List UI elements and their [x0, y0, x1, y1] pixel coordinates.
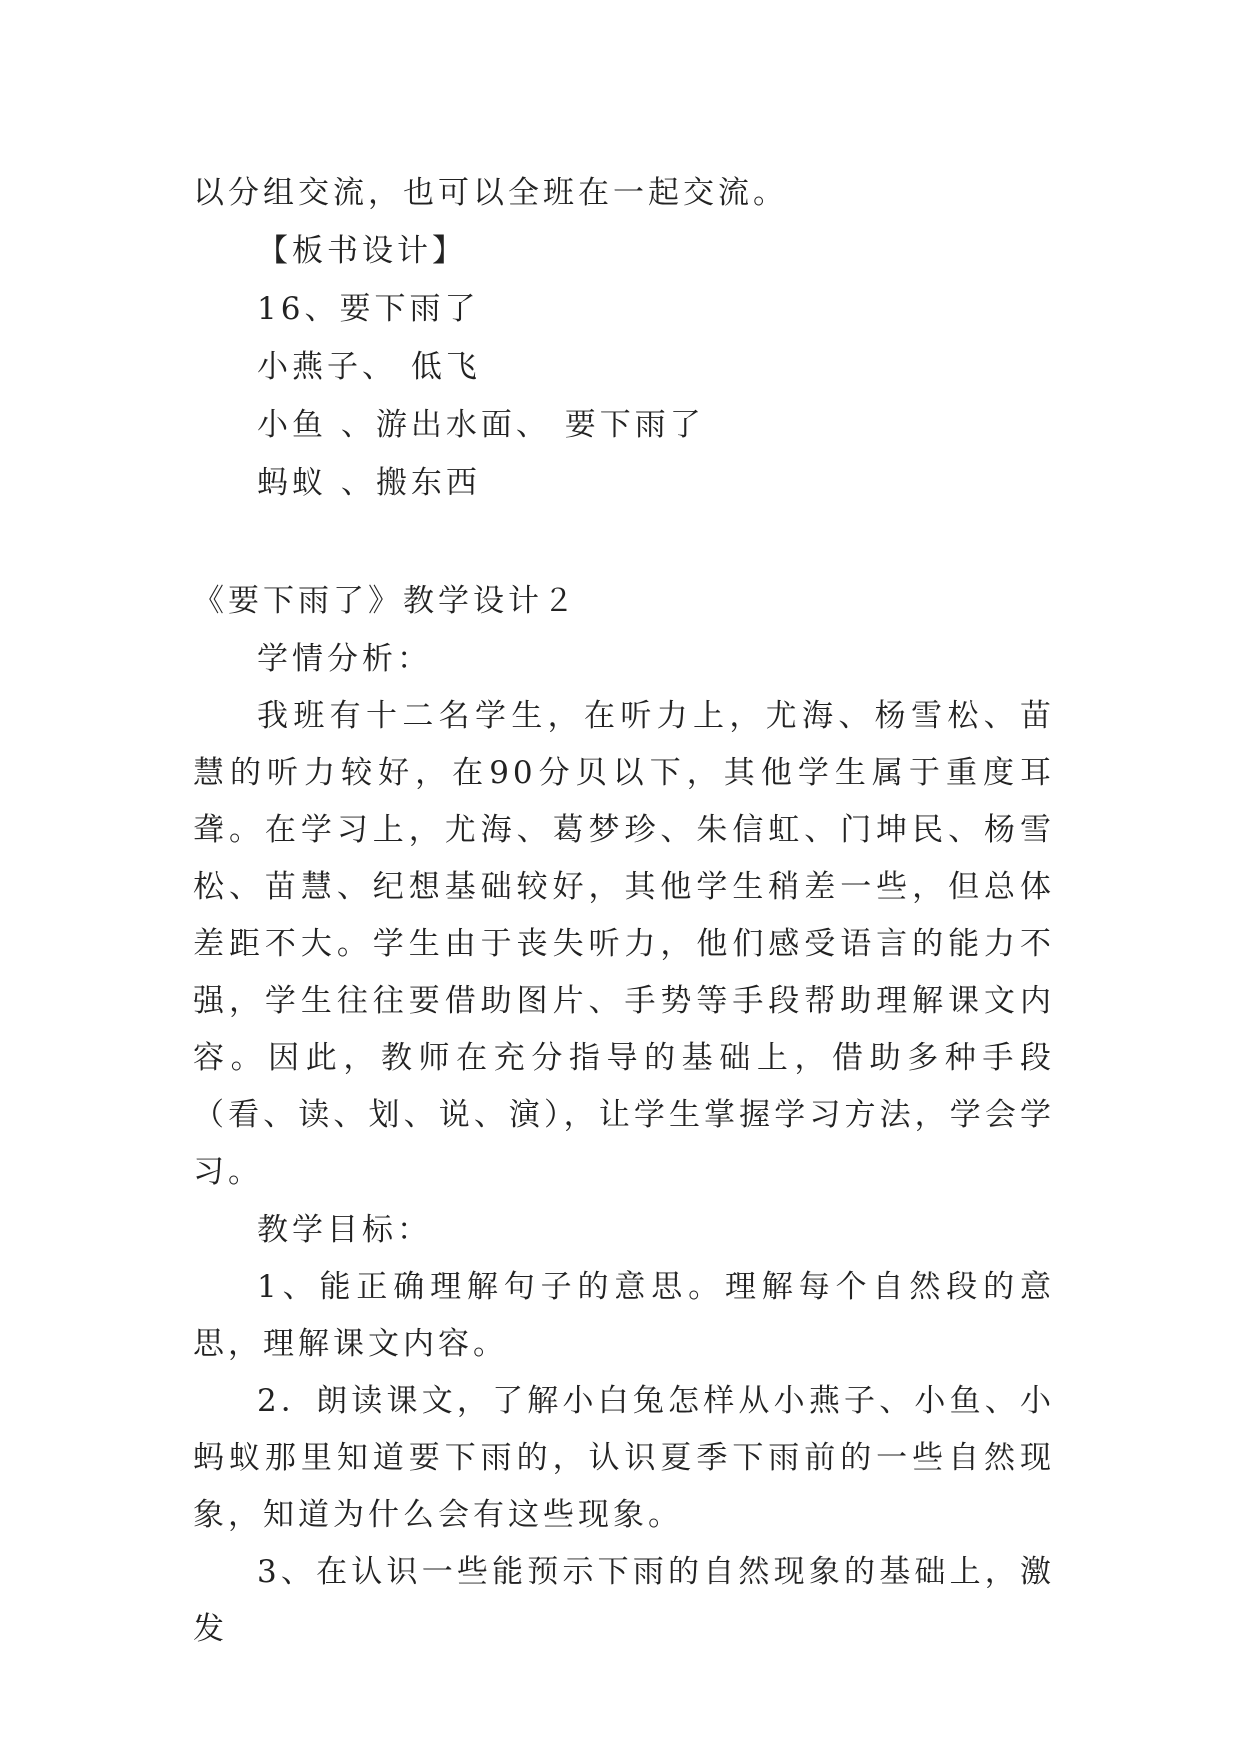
board-design [193, 222, 1055, 512]
continued-text: 以分组交流，也可以全班在一起交流。 [193, 175, 788, 211]
goal-item: 1、能正确理解句子的意思。理解每个自然段的意思，理解课文内容。 [193, 1269, 1055, 1362]
section-title: 《要下雨了》教学设计２ [193, 583, 578, 619]
board-design-row: 小燕子、 低飞 [257, 349, 481, 385]
board-design-row: 蚂蚁 、搬东西 [257, 465, 481, 501]
section-2 [193, 572, 1055, 1658]
document-body [193, 164, 1055, 1658]
board-design-title: 16、要下雨了 [257, 291, 480, 327]
board-design-row: 小鱼 、游出水面、 要下雨了 [257, 407, 705, 443]
goal-item: 3、在认识一些能预示下雨的自然现象的基础上，激发 [193, 1554, 1055, 1647]
section-gap [193, 512, 1055, 572]
goals-heading: 教学目标： [257, 1212, 432, 1248]
analysis-body: 我班有十二名学生，在听力上，尤海、杨雪松、苗慧的听力较好，在90分贝以下，其他学生属于重度耳聋。在学习上，尤海、葛梦珍、朱信虹、门坤民、杨雪松、苗慧、纪想基础较好，其他学生稍差一些，但总体差距不大。学生由于丧失听力，他们感受语言的能力不强，学生往往要借助图片、手势等手段帮助理解课文内容。因此，教师在充分指导的基础上，借助多种手段（看、读、划、说、演），让学生掌握学习方法，学会学习。 [193, 698, 1055, 1190]
analysis-heading: 学情分析： [257, 641, 432, 677]
board-design-heading: 【板书设计】 [257, 233, 467, 269]
goal-item: 2．朗读课文，了解小白兔怎样从小燕子、小鱼、小蚂蚁那里知道要下雨的，认识夏季下雨前的一些自然现象，知道为什么会有这些现象。 [193, 1383, 1055, 1533]
